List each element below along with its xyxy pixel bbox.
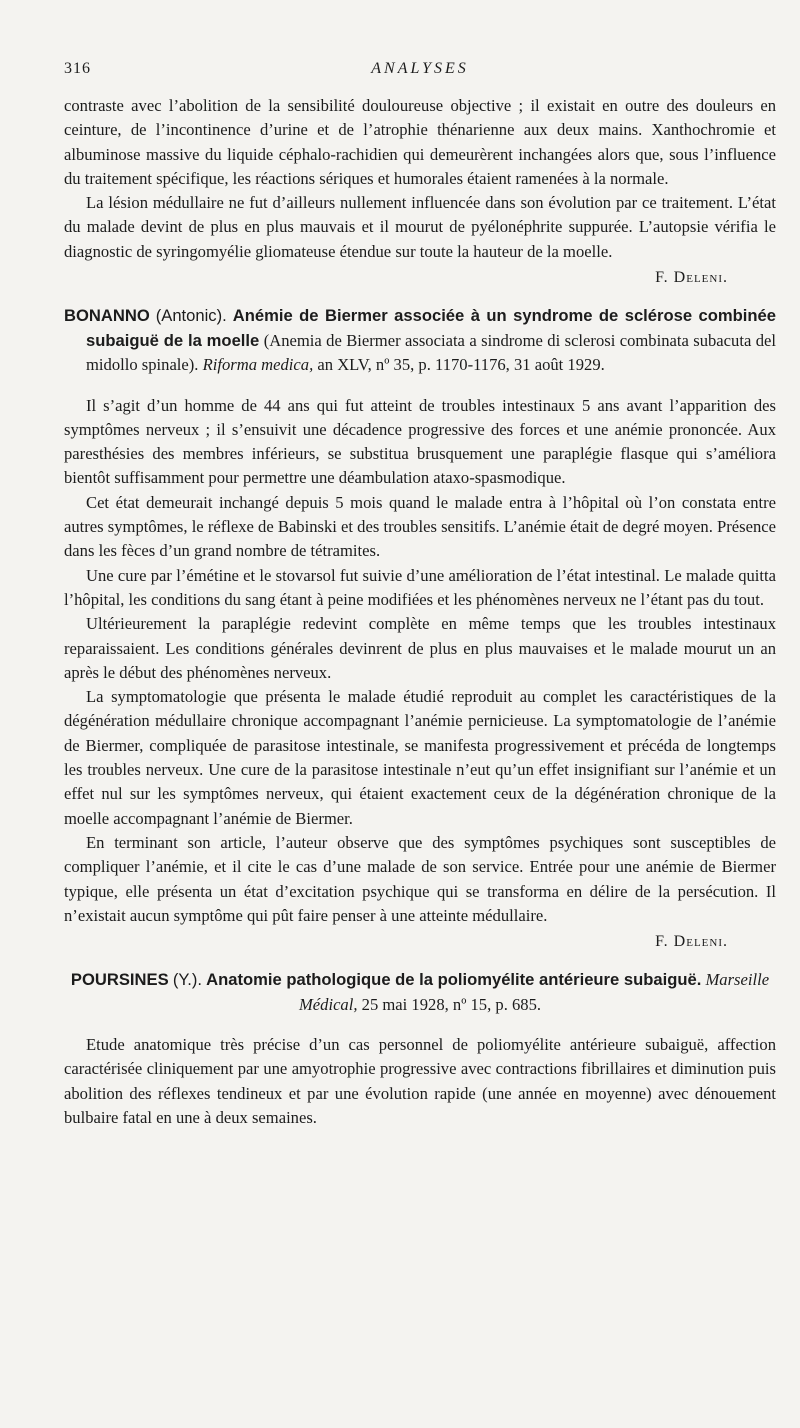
review-citation: 25 mai 1928, nº 15, p. 685.: [361, 994, 542, 1014]
review-bonanno: [64, 304, 776, 954]
paragraph: contraste avec l’abolition de la sensibilité douloureuse objective ; il existait en outre des douleurs en ceinture, de l’incontinence d’urine et de l’atrophie thénarienne aux deux mains. Xanthochromie et albuminose massive du liquide céphalo-rachidien qui demeurèrent inchangées alors que, sous l’influence du traitement spécifique, les réactions sériques et humorales étaient ramenées à la normale.: [64, 96, 776, 188]
paragraph: En terminant son article, l’auteur observe que des symptômes psychiques sont susceptibles de compliquer l’anémie, et il cite le cas d’une malade de son service. Entrée pour une anémie de Biermer typique, elle présenta un état d’excitation psychique qui se transforma en délire de la persécution. Il n’existait aucun symptôme qui pût faire penser à une atteinte médullaire.: [64, 832, 776, 925]
review-title: Anatomie pathologique de la poliomyélite antérieure subaiguë.: [206, 970, 702, 990]
running-title: ANALYSES: [371, 60, 469, 77]
review-author: POURSINES: [70, 970, 169, 990]
paragraph: La lésion médullaire ne fut d’ailleurs nullement influencée dans son évolution par ce traitement. L’état du malade devint de plus en plus mauvais et il mourut de pyélonéphrite suppurée. L’autopsie vérifia le diagnostic de syringomyélie gliomateuse étendue sur toute la hauteur de la moelle.: [64, 193, 776, 261]
review-citation: an XLV, nº 35, p. 1170-1176, 31 août 1929.: [317, 355, 605, 375]
review-author-initials: (Antonic).: [155, 306, 227, 326]
paragraph: Ultérieurement la paraplégie redevint complète en même temps que les troubles intestinaux reparaissaient. Les conditions générales devinrent de plus en plus mauvaises et le malade mourut un an après le début des phénomènes nerveux.: [64, 614, 776, 682]
continued-review: [64, 94, 776, 290]
review-author: BONANNO: [64, 306, 150, 326]
reviewer-signature: F. Deleni.: [655, 933, 728, 951]
paragraph: Etude anatomique très précise d’un cas personnel de poliomyélite antérieure subaiguë, affection caractérisée cliniquement par une amyotrophie progressive avec contractions fibrillaires et diminution puis abolition des réflexes tendineux et par une évolution rapide (une année en moyenne) avec dénouement bulbaire fatal en une à deux semaines.: [64, 1035, 776, 1127]
reviewer-signature: F. Deleni.: [655, 269, 728, 287]
page-number: 316: [64, 60, 91, 77]
running-head: [64, 60, 776, 94]
review-poursines: [64, 968, 776, 1130]
paragraph: Une cure par l’émétine et le stovarsol fut suivie d’une amélioration de l’état intestinal. Le malade quitta l’hôpital, les conditions du sang étant à peine modifiées et les phénomènes nerveux ne l’étant pas du tout.: [64, 565, 776, 609]
review-journal: Marseille Médical,: [298, 970, 770, 1014]
paragraph: Il s’agit d’un homme de 44 ans qui fut atteint de troubles intestinaux 5 ans avant l’apparition des symptômes nerveux ; il s’ensuivit une décadence progressive des forces et une anémie prononcée. Aux paresthésies des membres inférieurs, se substitua brusquement une paraplégie flasque qui s’améliora bientôt suffisamment pour permettre une déambulation ataxo-spasmodique.: [64, 395, 776, 488]
review-header: [64, 304, 776, 378]
review-header: [64, 968, 776, 1017]
review-title: Anémie de Biermer associée à un syndrome de sclérose combinée subaiguë de la moelle: [86, 306, 776, 350]
review-subtitle: (Anemia de Biermer associata a sindrome di sclerosi combinata subacuta del midollo spinale).: [86, 330, 776, 375]
review-author-initials: (Y.).: [172, 970, 203, 990]
paragraph: Cet état demeurait inchangé depuis 5 mois quand le malade entra à l’hôpital où l’on constata entre autres symptômes, le réflexe de Babinski et des troubles sensitifs. L’anémie était de degré moyen. Présence dans les fèces d’un grand nombre de tétramites.: [64, 492, 776, 561]
paragraph: La symptomatologie que présenta le malade étudié reproduit au complet les caractéristiques de la dégénération médullaire chronique accompagnant l’anémie pernicieuse. La symptomatologie de l’anémie de Biermer, compliquée de parasitose intestinale, se manifesta progressivement et précéda de longtemps les troubles nerveux. Une cure de la parasitose intestinale n’eut qu’un effet insignifiant sur l’anémie et un effet nul sur les symptômes nerveux, qui étaient exactement ceux de la dégénération chronique de la moelle accompagnant l’anémie de Biermer.: [64, 687, 776, 828]
review-journal: Riforma medica,: [202, 355, 314, 375]
